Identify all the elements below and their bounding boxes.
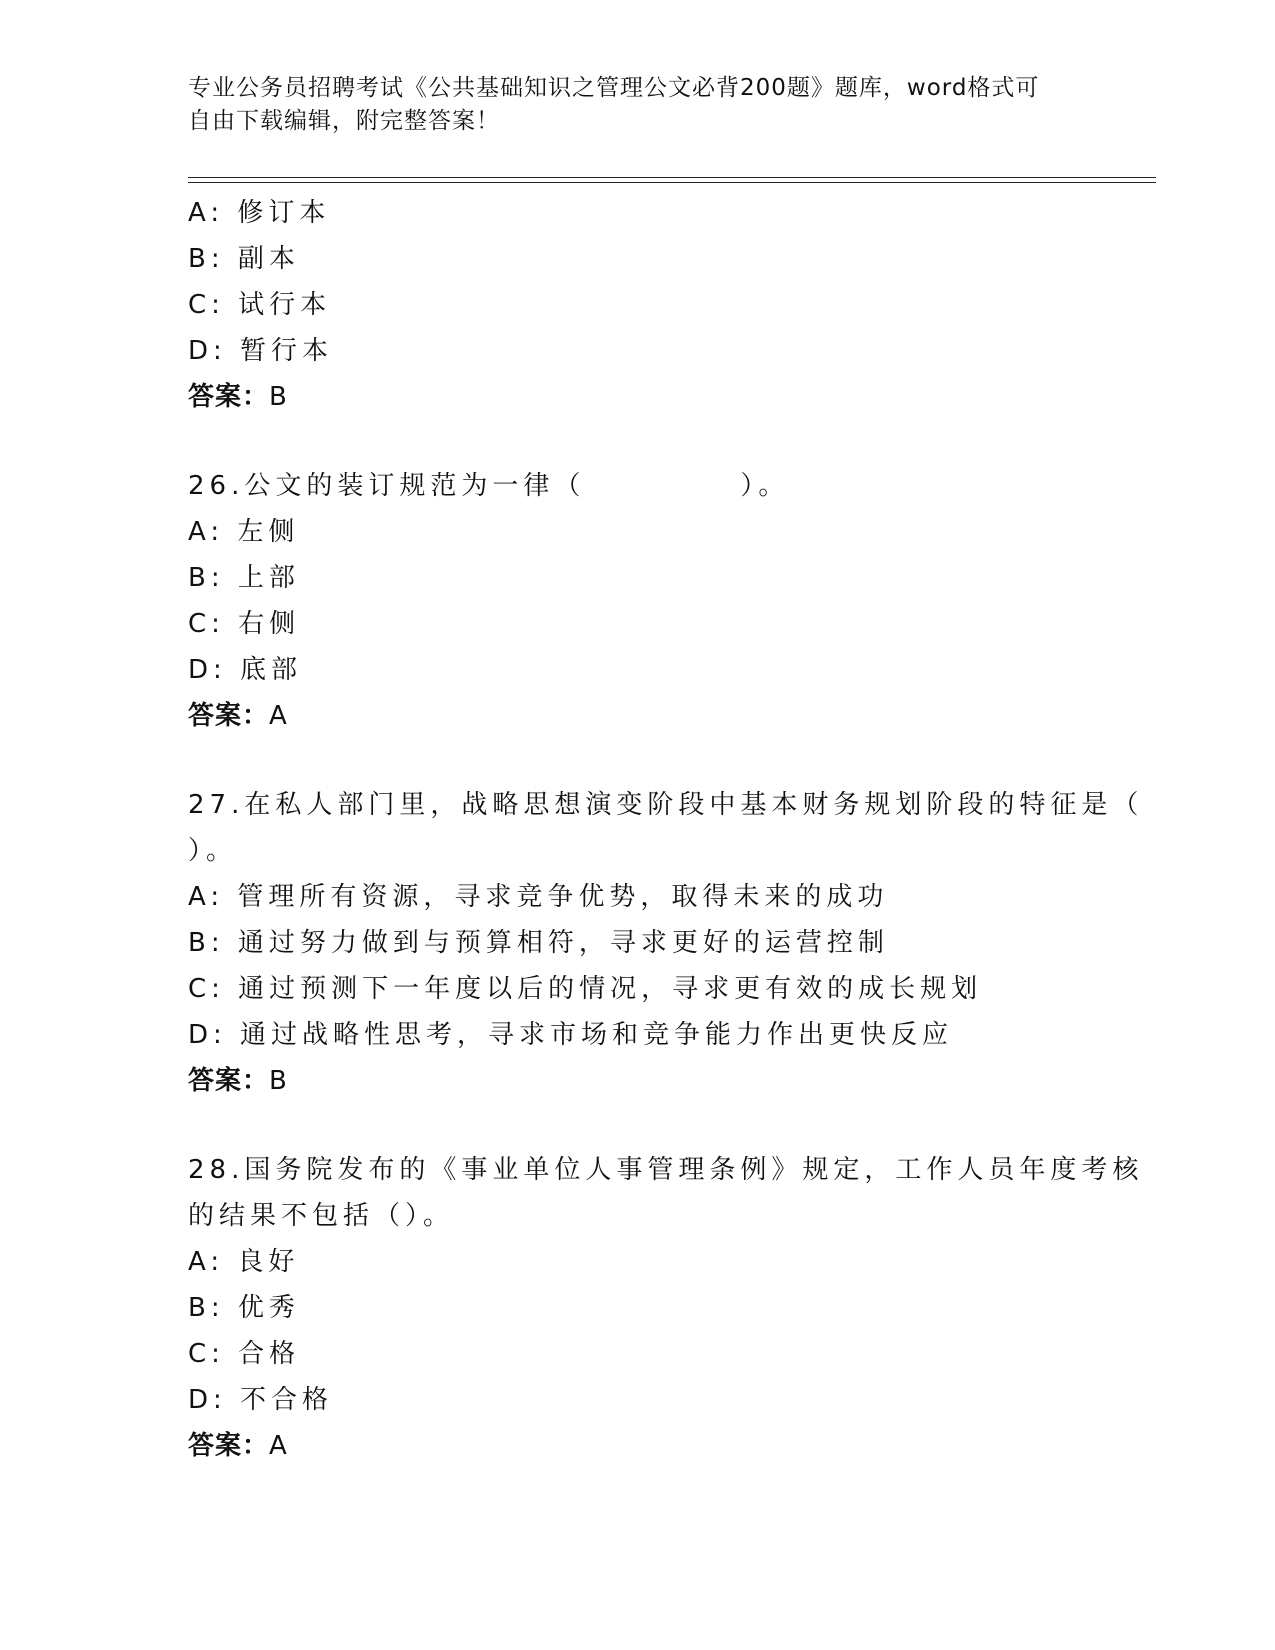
question-text	[188, 463, 1108, 509]
option-c: C: 右侧	[188, 609, 301, 639]
option-d: D: 暂行本	[188, 336, 334, 366]
option-b: B: 上部	[188, 563, 300, 593]
answer-line	[188, 693, 1108, 739]
option-c: C: 合格	[188, 1339, 301, 1369]
option-c: C: 试行本	[188, 290, 332, 320]
answer-label: 答案：	[188, 382, 270, 412]
question-27	[188, 782, 1144, 1104]
question-28	[188, 1147, 1144, 1469]
option-c: C: 通过预测下一年度以后的情况，寻求更有效的成长规划	[188, 974, 983, 1004]
answer-line	[188, 374, 1108, 420]
answer-line	[188, 1058, 1108, 1104]
answer-value: B	[269, 1066, 289, 1096]
question-text	[188, 1147, 1144, 1239]
answer-label: 答案：	[188, 1431, 270, 1461]
question-line-2: 的结果不包括（）。	[188, 1201, 455, 1231]
option-d: D: 底部	[188, 655, 303, 685]
option-d: D: 不合格	[188, 1385, 334, 1415]
option-d: D: 通过战略性思考，寻求市场和竞争能力作出更快反应	[188, 1020, 954, 1050]
question-line-1: 26.公文的装订规范为一律（ ）。	[188, 471, 790, 501]
option-b: B: 通过努力做到与预算相符，寻求更好的运营控制	[188, 928, 889, 958]
header-line-1: 专业公务员招聘考试《公共基础知识之管理公文必背200题》题库，word格式可	[188, 75, 1040, 101]
option-b: B: 副本	[188, 244, 300, 274]
header-divider-top	[188, 177, 1156, 178]
question-list	[188, 190, 1144, 1469]
option-a: A: 管理所有资源，寻求竞争优势，取得未来的成功	[188, 882, 889, 912]
question-line-2: ）。	[188, 836, 238, 866]
question-text	[188, 782, 1144, 874]
option-b: B: 优秀	[188, 1293, 300, 1323]
option-a: A: 良好	[188, 1247, 300, 1277]
answer-value: A	[269, 701, 289, 731]
document-header	[188, 72, 1088, 138]
question-line-1: 28.国务院发布的《事业单位人事管理条例》规定，工作人员年度考核	[188, 1155, 1144, 1185]
question-line-1: 27.在私人部门里，战略思想演变阶段中基本财务规划阶段的特征是（	[188, 790, 1144, 820]
answer-value: A	[269, 1431, 289, 1461]
question-26	[188, 463, 1108, 739]
option-a: A: 左侧	[188, 517, 300, 547]
question-25	[188, 190, 1108, 420]
answer-label: 答案：	[188, 1066, 270, 1096]
header-divider-bottom	[188, 182, 1156, 183]
answer-line	[188, 1423, 1108, 1469]
option-a: A: 修订本	[188, 198, 331, 228]
answer-label: 答案：	[188, 701, 270, 731]
header-line-2: 自由下载编辑，附完整答案！	[188, 108, 500, 134]
answer-value: B	[269, 382, 289, 412]
